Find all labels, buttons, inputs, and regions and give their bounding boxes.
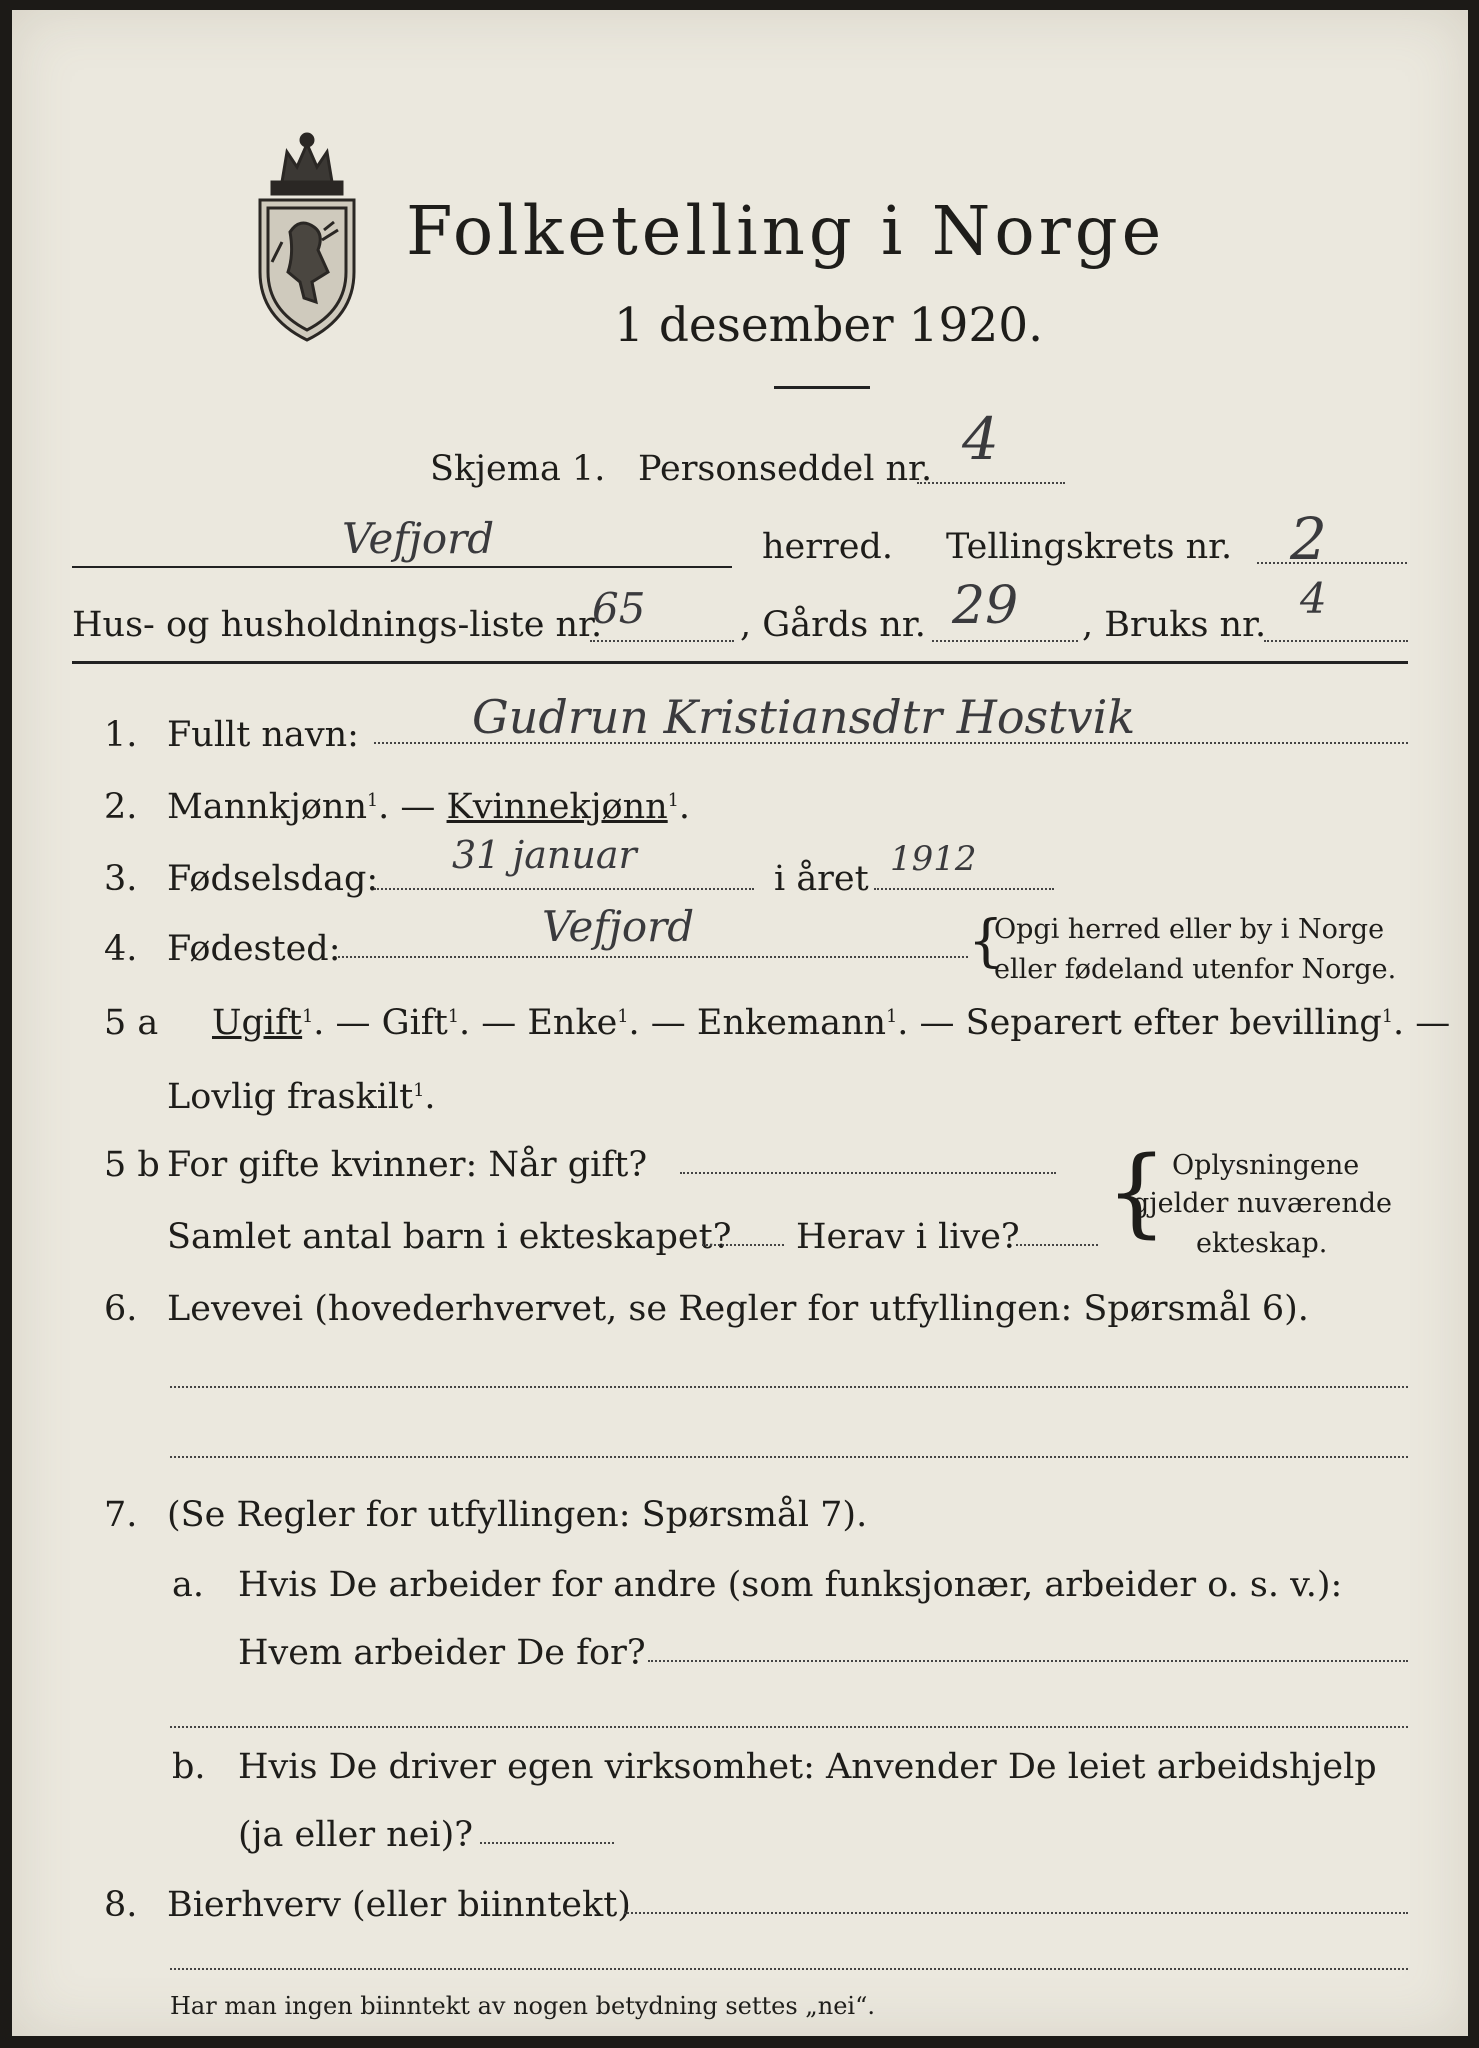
q7b-line1: Hvis De driver egen virksomhet: Anvender De leiet arbeidshjelp xyxy=(238,1747,1377,1787)
tellingskrets-value: 2 xyxy=(1290,505,1327,573)
birth-year-field[interactable] xyxy=(874,888,1054,890)
option-mannkjonn[interactable]: Mannkjønn xyxy=(167,787,368,827)
herred-underline xyxy=(72,566,732,568)
q7-label: (Se Regler for utfyllingen: Spørsmål 7). xyxy=(167,1495,868,1535)
bruks-value: 4 xyxy=(1300,574,1327,623)
census-date: 1 desember 1920. xyxy=(614,298,1044,353)
children-count-field[interactable] xyxy=(702,1244,784,1246)
title-divider xyxy=(774,386,870,389)
q5b-label2: Samlet antal barn i ekteskapet? xyxy=(167,1217,732,1257)
option-separert[interactable]: Separert efter bevilling xyxy=(965,1003,1382,1043)
personseddel-label: Personseddel nr. xyxy=(638,449,933,489)
census-form-sheet xyxy=(12,10,1468,2036)
option-fraskilt[interactable]: Lovlig fraskilt$^1$. xyxy=(167,1077,436,1117)
marital-status-line: Ugift$^1$. — Gift$^1$. — Enke$^1$. — Enkemann$^1$. — Separert efter bevilling$^1$. — xyxy=(212,1003,1451,1043)
q7a-number: a. xyxy=(172,1565,204,1605)
gards-label: , Gårds nr. xyxy=(740,605,926,645)
q7b-number: b. xyxy=(172,1747,206,1787)
norway-coat-of-arms-icon xyxy=(242,122,372,347)
q7b-line2: (ja eller nei)? xyxy=(238,1815,474,1855)
employer-field-2[interactable] xyxy=(170,1726,1408,1728)
bruks-label: , Bruks nr. xyxy=(1082,605,1267,645)
q2-end: . xyxy=(678,787,690,827)
option-enkemann[interactable]: Enkemann xyxy=(696,1003,887,1043)
gards-value: 29 xyxy=(952,576,1019,636)
q3-number: 3. xyxy=(104,859,138,899)
q7a-line1: Hvis De arbeider for andre (som funksjonær, arbeider o. s. v.): xyxy=(238,1565,1343,1605)
q5b-label1: For gifte kvinner: Når gift? xyxy=(167,1145,648,1185)
q4-note-line1: Opgi herred eller by i Norge xyxy=(994,914,1385,945)
page-title: Folketelling i Norge xyxy=(406,192,1166,270)
fraskilt-label: Lovlig fraskilt xyxy=(167,1077,414,1117)
q1-label: Fullt navn: xyxy=(167,715,359,755)
q4-bracket: { xyxy=(968,909,1004,974)
full-name-value: Gudrun Kristiansdtr Hostvik xyxy=(472,690,1136,744)
birthday-value: 31 januar xyxy=(452,833,637,877)
option-ugift[interactable]: Ugift xyxy=(212,1003,303,1043)
header-divider xyxy=(72,661,1408,664)
secondary-income-field[interactable] xyxy=(624,1912,1408,1914)
married-date-field[interactable] xyxy=(680,1172,1056,1174)
personseddel-field[interactable] xyxy=(917,482,1065,484)
herred-value: Vefjord xyxy=(342,514,495,563)
tellingskrets-label: Tellingskrets nr. xyxy=(946,527,1233,567)
q7-number: 7. xyxy=(104,1495,138,1535)
birthday-field[interactable] xyxy=(374,888,754,890)
q4-label: Fødested: xyxy=(167,929,341,969)
option-kvinnekjonn[interactable]: Kvinnekjønn xyxy=(446,787,668,827)
birth-year-value: 1912 xyxy=(890,839,977,879)
hired-help-field[interactable] xyxy=(480,1842,614,1844)
q4-note-line2: eller fødeland utenfor Norge. xyxy=(994,954,1397,985)
q4-number: 4. xyxy=(104,929,138,969)
herred-label: herred. xyxy=(762,527,893,567)
tellingskrets-field[interactable] xyxy=(1257,562,1407,564)
q8-label: Bierhverv (eller biinntekt) xyxy=(167,1885,631,1925)
year-label: i året xyxy=(774,859,869,899)
q5b-note2: gjelder nuværende xyxy=(1132,1188,1392,1219)
birthplace-field[interactable] xyxy=(338,956,968,958)
husholdningsliste-field[interactable] xyxy=(590,640,734,642)
q5b-bracket: { xyxy=(1106,1136,1168,1248)
gards-field[interactable] xyxy=(932,640,1078,642)
q2-number: 2. xyxy=(104,787,138,827)
option-gift[interactable]: Gift xyxy=(381,1003,448,1043)
q6-label: Levevei (hovederhvervet, se Regler for utfyllingen: Spørsmål 6). xyxy=(167,1289,1309,1329)
q1-number: 1. xyxy=(104,715,138,755)
footer-note: Har man ingen biinntekt av nogen betydning settes „nei“. xyxy=(170,1992,875,2020)
gender-line: Mannkjønn$^1$. — Kvinnekjønn$^1$. xyxy=(167,787,690,827)
birthplace-value: Vefjord xyxy=(542,902,695,951)
option-enke[interactable]: Enke xyxy=(527,1003,618,1043)
bruks-field[interactable] xyxy=(1264,640,1408,642)
employer-field[interactable] xyxy=(648,1660,1408,1662)
husholdningsliste-value: 65 xyxy=(592,584,646,633)
q8-number: 8. xyxy=(104,1885,138,1925)
husholdningsliste-label: Hus- og husholdnings-liste nr. xyxy=(72,605,603,645)
q6-number: 6. xyxy=(104,1289,138,1329)
occupation-field-2[interactable] xyxy=(170,1456,1408,1458)
q7a-line2: Hvem arbeider De for? xyxy=(238,1633,646,1673)
skjema-label: Skjema 1. xyxy=(430,449,606,489)
occupation-field-1[interactable] xyxy=(170,1386,1408,1388)
personseddel-value: 4 xyxy=(962,405,999,473)
q5b-note3: ekteskap. xyxy=(1196,1228,1328,1259)
q3-label: Fødselsdag: xyxy=(167,859,379,899)
secondary-income-field-2[interactable] xyxy=(170,1968,1408,1970)
q5b-number: 5 b xyxy=(104,1145,160,1185)
children-alive-field[interactable] xyxy=(1016,1244,1098,1246)
q5a-number: 5 a xyxy=(104,1003,159,1043)
q2-separator: . — xyxy=(378,787,447,827)
q5b-label3: Herav i live? xyxy=(796,1217,1020,1257)
q5b-note1: Oplysningene xyxy=(1172,1150,1360,1181)
